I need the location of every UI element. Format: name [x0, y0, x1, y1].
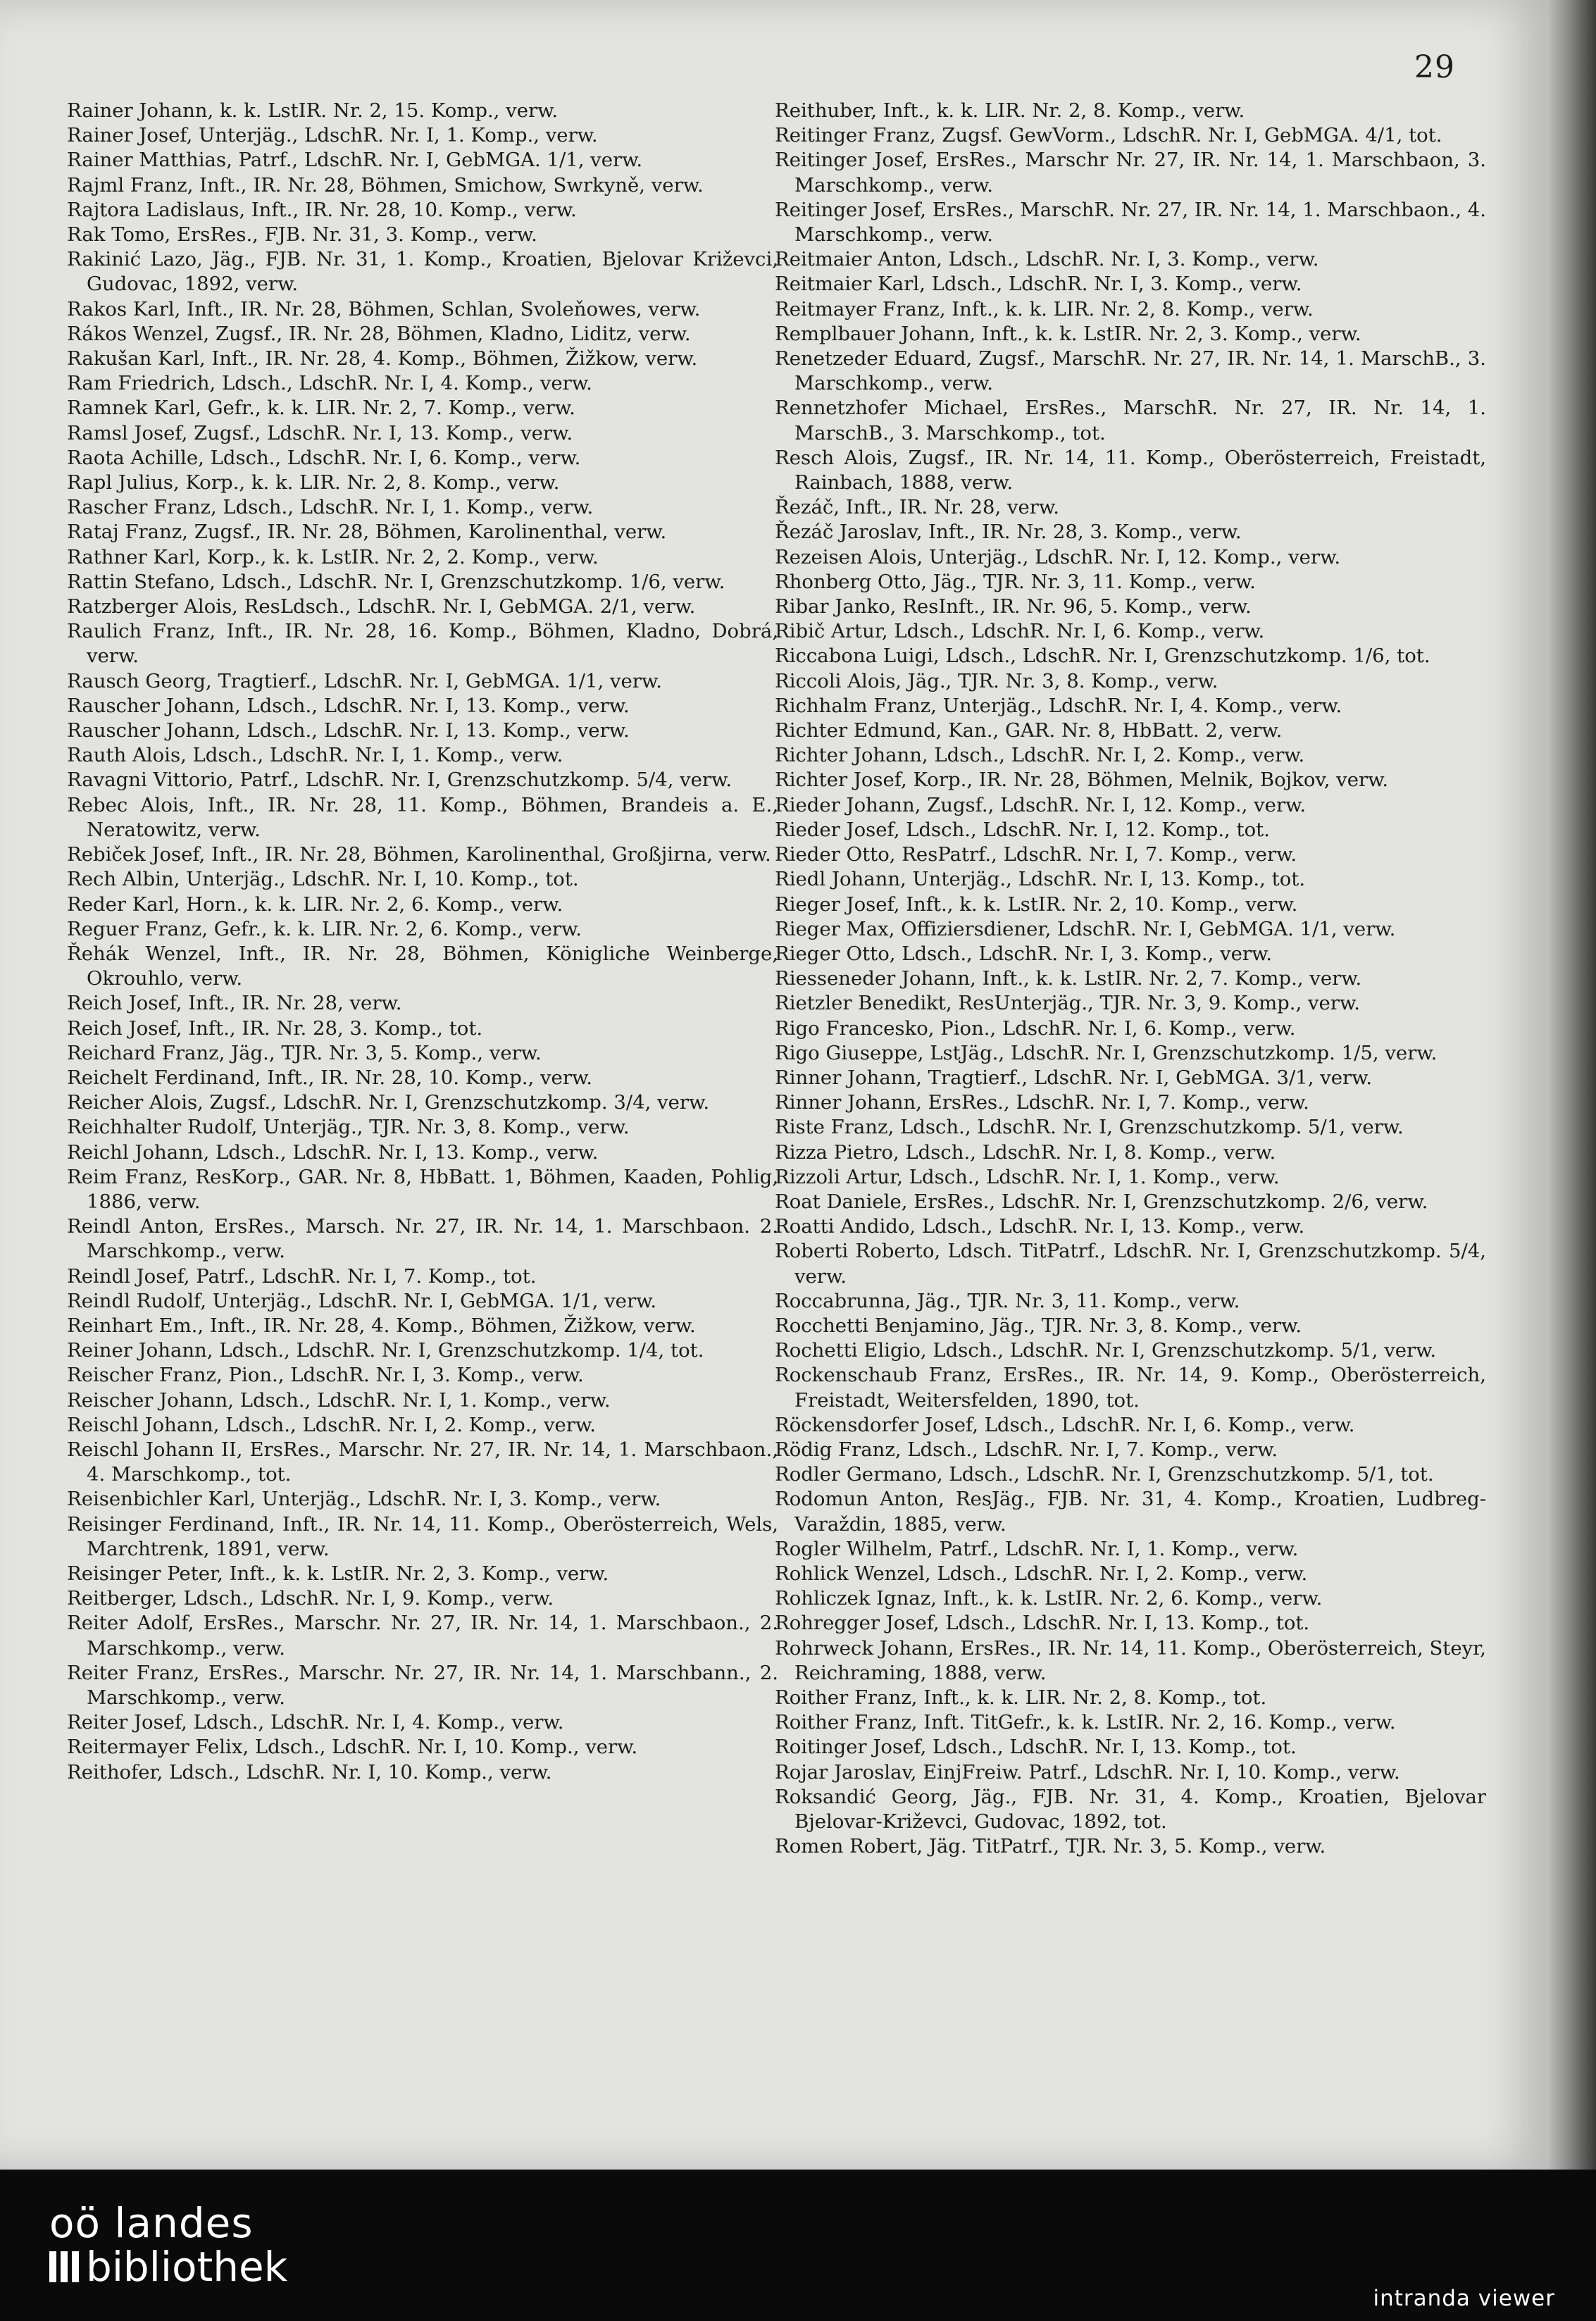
register-entry: Riedl Johann, Unterjäg., LdschR. Nr. I, 13. Komp., tot.: [775, 868, 1306, 891]
register-entry: Rinner Johann, Tragtierf., LdschR. Nr. I, GebMGA. 3/1, verw.: [775, 1066, 1373, 1089]
register-entry: Rojar Jaroslav, EinjFreiw. Patrf., LdschR. Nr. I, 10. Komp., verw.: [775, 1760, 1400, 1784]
library-bars-icon: [49, 2251, 79, 2282]
library-logo-line1: oö landes: [49, 2199, 254, 2247]
register-entry: Ribič Artur, Ldsch., LdschR. Nr. I, 6. Komp., verw.: [775, 620, 1265, 643]
register-entry: Rajtora Ladislaus, Inft., IR. Nr. 28, 10. Komp., verw.: [67, 198, 577, 221]
register-entry: Rinner Johann, ErsRes., LdschR. Nr. I, 7. Komp., verw.: [775, 1091, 1309, 1114]
register-entry: Rapl Julius, Korp., k. k. LIR. Nr. 2, 8. Komp., verw.: [67, 471, 560, 494]
register-entry: Reitinger Franz, Zugsf. GewVorm., LdschR. Nr. I, GebMGA. 4/1, tot.: [775, 124, 1442, 147]
register-entry: Rohrweck Johann, ErsRes., IR. Nr. 14, 11. Komp., Oberösterreich, Steyr, Reichraming, 1888, verw.: [775, 1636, 1487, 1684]
register-entry: Remplbauer Johann, Inft., k. k. LstIR. Nr. 2, 3. Komp., verw.: [775, 322, 1361, 345]
register-entry: Reitmaier Anton, Ldsch., LdschR. Nr. I, 3. Komp., verw.: [775, 248, 1319, 271]
register-entry: Rauth Alois, Ldsch., LdschR. Nr. I, 1. Komp., verw.: [67, 744, 563, 767]
register-entry: Rochetti Eligio, Ldsch., LdschR. Nr. I, Grenzschutzkomp. 5/1, verw.: [775, 1339, 1437, 1362]
register-entry: Rauscher Johann, Ldsch., LdschR. Nr. I, 13. Komp., verw.: [67, 719, 630, 742]
register-entry: Roberti Roberto, Ldsch. TitPatrf., LdschR. Nr. I, Grenzschutzkomp. 5/4, verw.: [775, 1240, 1486, 1288]
register-entry: Reitmayer Franz, Inft., k. k. LIR. Nr. 2, 8. Komp., verw.: [775, 297, 1314, 321]
register-entry: Rigo Giuseppe, LstJäg., LdschR. Nr. I, Grenzschutzkomp. 1/5, verw.: [775, 1041, 1438, 1064]
register-entry: Roksandić Georg, Jäg., FJB. Nr. 31, 4. Komp., Kroatien, Bjelovar Bjelovar-Križevci, Gudovac, 1892, tot.: [775, 1785, 1486, 1834]
register-entry: Reiter Franz, ErsRes., Marschr. Nr. 27, IR. Nr. 14, 1. Marschbann., 2. Marschkomp., verw.: [67, 1661, 778, 1709]
register-entry: Rodomun Anton, ResJäg., FJB. Nr. 31, 4. Komp., Kroatien, Ludbreg-Varaždin, 1885, verw.: [775, 1488, 1486, 1536]
register-entry: Ramnek Karl, Gefr., k. k. LIR. Nr. 2, 7. Komp., verw.: [67, 397, 575, 420]
register-entry: Reguer Franz, Gefr., k. k. LIR. Nr. 2, 6. Komp., verw.: [67, 917, 582, 940]
register-entry: Rech Albin, Unterjäg., LdschR. Nr. I, 10. Komp., tot.: [67, 868, 579, 891]
register-entry: Rausch Georg, Tragtierf., LdschR. Nr. I, GebMGA. 1/1, verw.: [67, 669, 662, 692]
register-entry: Richter Edmund, Kan., GAR. Nr. 8, HbBatt. 2, verw.: [775, 719, 1283, 742]
register-entry: Reich Josef, Inft., IR. Nr. 28, 3. Komp., tot.: [67, 1016, 483, 1040]
register-entry: Řezáč Jaroslav, Inft., IR. Nr. 28, 3. Komp., verw.: [775, 521, 1242, 544]
register-entry: Reischl Johann, Ldsch., LdschR. Nr. I, 2. Komp., verw.: [67, 1413, 596, 1436]
register-entry: Ravagni Vittorio, Patrf., LdschR. Nr. I, Grenzschutzkomp. 5/4, verw.: [67, 769, 732, 792]
register-entry: Roccabrunna, Jäg., TJR. Nr. 3, 11. Komp., verw.: [775, 1289, 1240, 1312]
register-entry: Raota Achille, Ldsch., LdschR. Nr. I, 6. Komp., verw.: [67, 446, 581, 469]
register-entry: Roitinger Josef, Ldsch., LdschR. Nr. I, 13. Komp., tot.: [775, 1736, 1297, 1759]
left-column: [67, 99, 778, 1785]
register-entry: Rocchetti Benjamino, Jäg., TJR. Nr. 3, 8. Komp., verw.: [775, 1314, 1302, 1337]
library-logo-line2: [49, 2245, 287, 2289]
register-entry: Reiter Josef, Ldsch., LdschR. Nr. I, 4. Komp., verw.: [67, 1711, 564, 1734]
register-entry: Reindl Josef, Patrf., LdschR. Nr. I, 7. Komp., tot.: [67, 1264, 537, 1288]
register-entry: Rainer Johann, k. k. LstIR. Nr. 2, 15. Komp., verw.: [67, 99, 559, 122]
library-logo[interactable]: [49, 2201, 287, 2289]
register-entry: Rietzler Benedikt, ResUnterjäg., TJR. Nr. 3, 9. Komp., verw.: [775, 992, 1360, 1015]
register-entry: Rieder Otto, ResPatrf., LdschR. Nr. I, 7. Komp., verw.: [775, 843, 1297, 866]
register-entry: Rebiček Josef, Inft., IR. Nr. 28, Böhmen, Karolinenthal, Großjirna, verw.: [67, 843, 771, 866]
register-entry: Rigo Francesko, Pion., LdschR. Nr. I, 6. Komp., verw.: [775, 1016, 1296, 1040]
register-entry: Roither Franz, Inft., k. k. LIR. Nr. 2, 8. Komp., tot.: [775, 1686, 1267, 1709]
library-logo-word: bibliothek: [86, 2243, 288, 2291]
register-entry: Řehák Wenzel, Inft., IR. Nr. 28, Böhmen, Königliche Weinberge, Okrouhlo, verw.: [67, 942, 778, 990]
register-entry: Reichard Franz, Jäg., TJR. Nr. 3, 5. Komp., verw.: [67, 1041, 542, 1064]
register-entry: Riccabona Luigi, Ldsch., LdschR. Nr. I, Grenzschutzkomp. 1/6, tot.: [775, 645, 1430, 668]
register-entry: Rajml Franz, Inft., IR. Nr. 28, Böhmen, Smichow, Swrkyně, verw.: [67, 173, 704, 197]
register-entry: Reithofer, Ldsch., LdschR. Nr. I, 10. Komp., verw.: [67, 1760, 552, 1784]
register-entry: Rogler Wilhelm, Patrf., LdschR. Nr. I, 1. Komp., verw.: [775, 1537, 1299, 1560]
register-entry: Rieger Max, Offiziersdiener, LdschR. Nr. I, GebMGA. 1/1, verw.: [775, 917, 1396, 940]
viewer-brand[interactable]: intranda viewer: [1373, 2286, 1555, 2311]
register-entry: Rakos Karl, Inft., IR. Nr. 28, Böhmen, Schlan, Svoleňowes, verw.: [67, 297, 701, 321]
register-entry: Reich Josef, Inft., IR. Nr. 28, verw.: [67, 992, 402, 1015]
register-entry: Riccoli Alois, Jäg., TJR. Nr. 3, 8. Komp., verw.: [775, 669, 1218, 692]
register-entry: Richter Johann, Ldsch., LdschR. Nr. I, 2. Komp., verw.: [775, 744, 1305, 767]
register-entry: Rockenschaub Franz, ErsRes., IR. Nr. 14, 9. Komp., Oberösterreich, Freistadt, Weitersfelden, 1890, tot.: [775, 1364, 1486, 1412]
register-entry: Ratzberger Alois, ResLdsch., LdschR. Nr. I, GebMGA. 2/1, verw.: [67, 595, 696, 618]
register-entry: Reindl Rudolf, Unterjäg., LdschR. Nr. I, GebMGA. 1/1, verw.: [67, 1289, 657, 1312]
register-entry: Roat Daniele, ErsRes., LdschR. Nr. I, Grenzschutzkomp. 2/6, verw.: [775, 1190, 1428, 1213]
register-entry: Reisinger Ferdinand, Inft., IR. Nr. 14, 11. Komp., Oberösterreich, Wels, Marchtrenk, 1891, verw.: [67, 1512, 778, 1560]
register-entry: Rieger Josef, Inft., k. k. LstIR. Nr. 2, 10. Komp., verw.: [775, 892, 1298, 916]
register-entry: Reitmaier Karl, Ldsch., LdschR. Nr. I, 3. Komp., verw.: [775, 273, 1302, 296]
register-entry: Raulich Franz, Inft., IR. Nr. 28, 16. Komp., Böhmen, Kladno, Dobrá, verw.: [67, 620, 778, 668]
register-entry: Reischer Franz, Pion., LdschR. Nr. I, 3. Komp., verw.: [67, 1364, 584, 1387]
register-entry: Rak Tomo, ErsRes., FJB. Nr. 31, 3. Komp., verw.: [67, 223, 537, 247]
register-entry: Riesseneder Johann, Inft., k. k. LstIR. Nr. 2, 7. Komp., verw.: [775, 967, 1362, 990]
register-entry: Reisinger Peter, Inft., k. k. LstIR. Nr. 2, 3. Komp., verw.: [67, 1562, 609, 1585]
register-entry: Reitberger, Ldsch., LdschR. Nr. I, 9. Komp., verw.: [67, 1587, 554, 1610]
register-entry: Riste Franz, Ldsch., LdschR. Nr. I, Grenzschutzkomp. 5/1, verw.: [775, 1116, 1404, 1139]
register-entry: Rauscher Johann, Ldsch., LdschR. Nr. I, 13. Komp., verw.: [67, 694, 630, 717]
register-entry: Rainer Matthias, Patrf., LdschR. Nr. I, GebMGA. 1/1, verw.: [67, 149, 643, 172]
register-entry: Reisenbichler Karl, Unterjäg., LdschR. Nr. I, 3. Komp., verw.: [67, 1488, 661, 1511]
register-entry: Rohliczek Ignaz, Inft., k. k. LstIR. Nr. 2, 6. Komp., verw.: [775, 1587, 1323, 1610]
register-entry: Rizza Pietro, Ldsch., LdschR. Nr. I, 8. Komp., verw.: [775, 1140, 1276, 1164]
page-edge-shadow: [1550, 0, 1596, 2170]
register-entry: Rödig Franz, Ldsch., LdschR. Nr. I, 7. Komp., verw.: [775, 1438, 1278, 1461]
right-column: [775, 99, 1486, 1859]
register-entry: Reinhart Em., Inft., IR. Nr. 28, 4. Komp., Böhmen, Žižkow, verw.: [67, 1314, 696, 1337]
register-entry: Reindl Anton, ErsRes., Marsch. Nr. 27, IR. Nr. 14, 1. Marschbaon. 2. Marschkomp., verw.: [67, 1215, 778, 1263]
register-entry: Röckensdorfer Josef, Ldsch., LdschR. Nr. I, 6. Komp., verw.: [775, 1413, 1355, 1436]
register-entry: Rhonberg Otto, Jäg., TJR. Nr. 3, 11. Komp., verw.: [775, 570, 1256, 593]
register-entry: Rebec Alois, Inft., IR. Nr. 28, 11. Komp., Böhmen, Brandeis a. E., Neratowitz, verw.: [67, 793, 778, 841]
register-entry: Reithuber, Inft., k. k. LIR. Nr. 2, 8. Komp., verw.: [775, 99, 1245, 122]
register-entry: Rataj Franz, Zugsf., IR. Nr. 28, Böhmen, Karolinenthal, verw.: [67, 521, 667, 544]
register-entry: Reichl Johann, Ldsch., LdschR. Nr. I, 13. Komp., verw.: [67, 1140, 599, 1164]
register-entry: Rakušan Karl, Inft., IR. Nr. 28, 4. Komp., Böhmen, Žižkow, verw.: [67, 347, 698, 371]
register-entry: Richter Josef, Korp., IR. Nr. 28, Böhmen, Melnik, Bojkov, verw.: [775, 769, 1389, 792]
register-entry: Reicher Alois, Zugsf., LdschR. Nr. I, Grenzschutzkomp. 3/4, verw.: [67, 1091, 710, 1114]
register-entry: Reder Karl, Horn., k. k. LIR. Nr. 2, 6. Komp., verw.: [67, 892, 563, 916]
register-entry: Reitermayer Felix, Ldsch., LdschR. Nr. I, 10. Komp., verw.: [67, 1736, 638, 1759]
register-entry: Roither Franz, Inft. TitGefr., k. k. LstIR. Nr. 2, 16. Komp., verw.: [775, 1711, 1396, 1734]
register-entry: Reischer Johann, Ldsch., LdschR. Nr. I, 1. Komp., verw.: [67, 1388, 611, 1412]
register-entry: Resch Alois, Zugsf., IR. Nr. 14, 11. Komp., Oberösterreich, Freistadt, Rainbach, 1888, verw.: [775, 446, 1486, 494]
page-number: 29: [1414, 49, 1455, 85]
register-entry: Rodler Germano, Ldsch., LdschR. Nr. I, Grenzschutzkomp. 5/1, tot.: [775, 1463, 1434, 1486]
register-entry: Reitinger Josef, ErsRes., Marschr Nr. 27, IR. Nr. 14, 1. Marschbaon, 3. Marschkomp., verw.: [775, 149, 1486, 197]
register-entry: Rathner Karl, Korp., k. k. LstIR. Nr. 2, 2. Komp., verw.: [67, 545, 599, 568]
register-entry: Rennetzhofer Michael, ErsRes., MarschR. Nr. 27, IR. Nr. 14, 1. MarschB., 3. Marschkomp., tot.: [775, 397, 1486, 444]
register-entry: Rizzoli Artur, Ldsch., LdschR. Nr. I, 1. Komp., verw.: [775, 1165, 1280, 1188]
register-entry: Ramsl Josef, Zugsf., LdschR. Nr. I, 13. Komp., verw.: [67, 421, 573, 444]
register-entry: Rakinić Lazo, Jäg., FJB. Nr. 31, 1. Komp., Kroatien, Bjelovar Križevci, Gudovac, 1892, verw.: [67, 248, 778, 296]
register-entry: Rieder Josef, Ldsch., LdschR. Nr. I, 12. Komp., tot.: [775, 818, 1270, 841]
register-entry: Ribar Janko, ResInft., IR. Nr. 96, 5. Komp., verw.: [775, 595, 1252, 618]
register-entry: Rattin Stefano, Ldsch., LdschR. Nr. I, Grenzschutzkomp. 1/6, verw.: [67, 570, 725, 593]
register-entry: Rohregger Josef, Ldsch., LdschR. Nr. I, 13. Komp., tot.: [775, 1612, 1310, 1635]
register-entry: Rákos Wenzel, Zugsf., IR. Nr. 28, Böhmen, Kladno, Liditz, verw.: [67, 322, 691, 345]
register-entry: Richhalm Franz, Unterjäg., LdschR. Nr. I, 4. Komp., verw.: [775, 694, 1342, 717]
register-entry: Renetzeder Eduard, Zugsf., MarschR. Nr. 27, IR. Nr. 14, 1. MarschB., 3. Marschkomp., verw.: [775, 347, 1486, 395]
register-entry: Rezeisen Alois, Unterjäg., LdschR. Nr. I, 12. Komp., verw.: [775, 545, 1341, 568]
register-entry: Rieger Otto, Ldsch., LdschR. Nr. I, 3. Komp., verw.: [775, 942, 1273, 965]
register-entry: Reiter Adolf, ErsRes., Marschr. Nr. 27, IR. Nr. 14, 1. Marschbaon., 2. Marschkomp., verw.: [67, 1612, 778, 1660]
register-entry: Rohlick Wenzel, Ldsch., LdschR. Nr. I, 2. Komp., verw.: [775, 1562, 1308, 1585]
register-entry: Roatti Andido, Ldsch., LdschR. Nr. I, 13. Komp., verw.: [775, 1215, 1305, 1238]
register-entry: Rainer Josef, Unterjäg., LdschR. Nr. I, 1. Komp., verw.: [67, 124, 598, 147]
register-entry: Reichelt Ferdinand, Inft., IR. Nr. 28, 10. Komp., verw.: [67, 1066, 592, 1089]
register-entry: Romen Robert, Jäg. TitPatrf., TJR. Nr. 3, 5. Komp., verw.: [775, 1835, 1326, 1858]
register-entry: Reiner Johann, Ldsch., LdschR. Nr. I, Grenzschutzkomp. 1/4, tot.: [67, 1339, 704, 1362]
register-entry: Reitinger Josef, ErsRes., MarschR. Nr. 27, IR. Nr. 14, 1. Marschbaon., 4. Marschkomp., verw.: [775, 198, 1486, 247]
register-entry: Reischl Johann II, ErsRes., Marschr. Nr. 27, IR. Nr. 14, 1. Marschbaon., 4. Marschkomp., tot.: [67, 1438, 778, 1486]
register-entry: Rieder Johann, Zugsf., LdschR. Nr. I, 12. Komp., verw.: [775, 793, 1307, 816]
register-entry: Reim Franz, ResKorp., GAR. Nr. 8, HbBatt. 1, Böhmen, Kaaden, Pohlig, 1886, verw.: [67, 1165, 778, 1213]
register-entry: Ram Friedrich, Ldsch., LdschR. Nr. I, 4. Komp., verw.: [67, 372, 592, 395]
register-entry: Rascher Franz, Ldsch., LdschR. Nr. I, 1. Komp., verw.: [67, 496, 594, 519]
register-entry: Reichhalter Rudolf, Unterjäg., TJR. Nr. 3, 8. Komp., verw.: [67, 1116, 630, 1139]
register-entry: Řezáč, Inft., IR. Nr. 28, verw.: [775, 496, 1059, 519]
